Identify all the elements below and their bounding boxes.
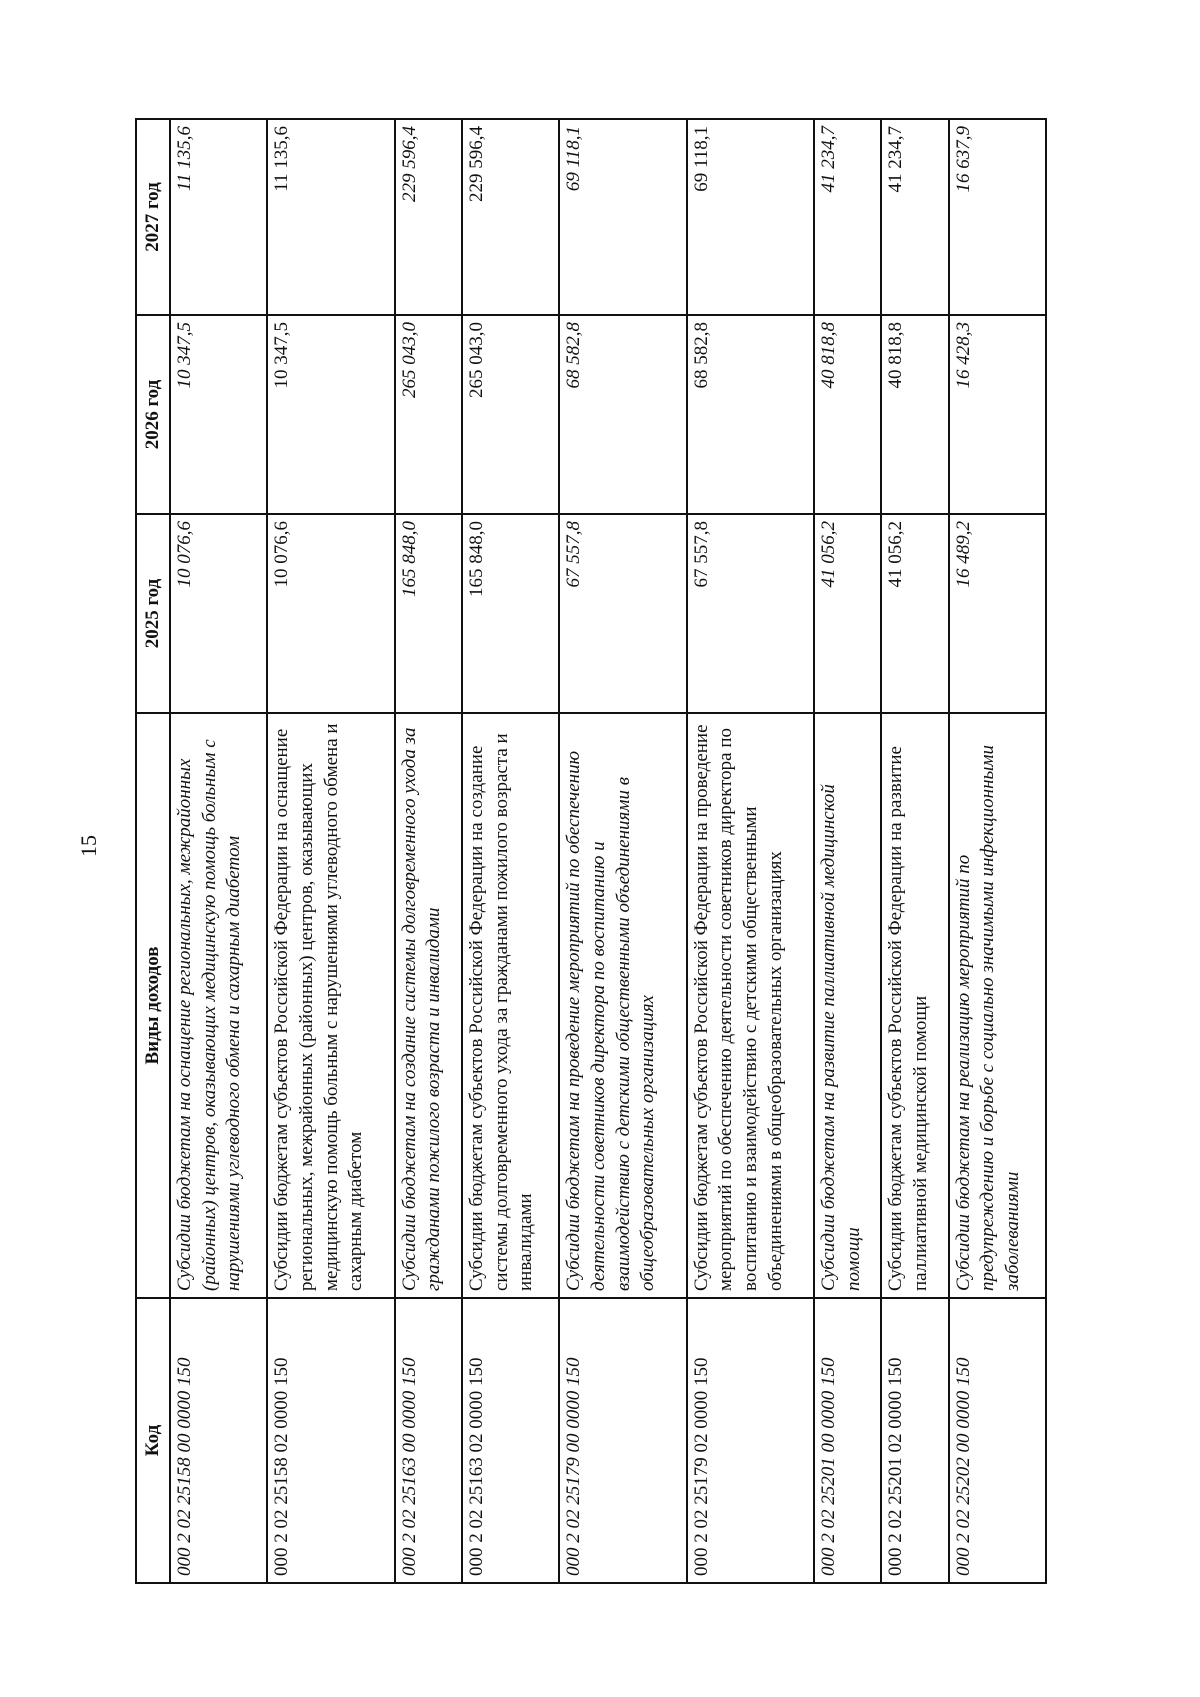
row-code: 000 2 02 25163 00 0000 150 [395, 1298, 462, 1583]
row-name: Субсидии бюджетам на развитие паллиативной медицинской помощи [814, 713, 881, 1298]
row-code: 000 2 02 25201 00 0000 150 [814, 1298, 881, 1583]
table-row [170, 119, 267, 1583]
row-code: 000 2 02 25201 02 0000 150 [881, 1298, 948, 1583]
row-value-2026: 40 818,8 [881, 315, 948, 514]
row-value-2025: 67 557,8 [559, 514, 686, 713]
row-value-2026: 16 428,3 [949, 315, 1046, 514]
header-revenue-type: Виды доходов [136, 713, 170, 1298]
row-code: 000 2 02 25179 02 0000 150 [687, 1298, 814, 1583]
row-value-2027: 229 596,4 [462, 119, 559, 315]
table-row [881, 119, 948, 1583]
row-code: 000 2 02 25158 00 0000 150 [170, 1298, 267, 1583]
table-row [395, 119, 462, 1583]
revenue-table [135, 118, 1047, 1584]
row-value-2026: 265 043,0 [395, 315, 462, 514]
row-value-2026: 265 043,0 [462, 315, 559, 514]
row-code: 000 2 02 25158 02 0000 150 [267, 1298, 394, 1583]
row-value-2025: 165 848,0 [462, 514, 559, 713]
header-2025: 2025 год [136, 514, 170, 713]
row-value-2025: 10 076,6 [170, 514, 267, 713]
row-name: Субсидии бюджетам субъектов Российской Федерации на проведение мероприятий по обеспечению деятельности советников директора по воспитанию и взаимодействию с детскими общественными объединениями в общеобразовательных организациях [687, 713, 814, 1298]
page-number: 15 [76, 835, 101, 857]
row-value-2027: 16 637,9 [949, 119, 1046, 315]
row-value-2025: 10 076,6 [267, 514, 394, 713]
row-name: Субсидии бюджетам на оснащение региональных, межрайонных (районных) центров, оказывающих медицинскую помощь больным с нарушениями углеводного обмена и сахарным диабетом [170, 713, 267, 1298]
row-name: Субсидии бюджетам субъектов Российской Федерации на оснащение региональных, межрайонных (районных) центров, оказывающих медицинскую помощь больным с нарушениями углеводного обмена и сахарным диабетом [267, 713, 394, 1298]
row-code: 000 2 02 25202 00 0000 150 [949, 1298, 1046, 1583]
table-row [687, 119, 814, 1583]
row-name: Субсидии бюджетам на реализацию мероприятий по предупреждению и борьбе с социально значимыми инфекционными заболеваниями [949, 713, 1046, 1298]
table-row [949, 119, 1046, 1583]
table-header-row [136, 119, 170, 1583]
row-name: Субсидии бюджетам на проведение мероприятий по обеспечению деятельности советников директора по воспитанию и взаимодействию с детскими общественными объединениями в общеобразовательных организациях [559, 713, 686, 1298]
table-row [814, 119, 881, 1583]
row-name: Субсидии бюджетам субъектов Российской Федерации на создание системы долговременного ухода за гражданами пожилого возраста и инвалидами [462, 713, 559, 1298]
row-value-2026: 40 818,8 [814, 315, 881, 514]
table-row [462, 119, 559, 1583]
row-value-2027: 11 135,6 [267, 119, 394, 315]
row-value-2025: 67 557,8 [687, 514, 814, 713]
row-value-2027: 11 135,6 [170, 119, 267, 315]
row-value-2025: 41 056,2 [881, 514, 948, 713]
row-value-2027: 41 234,7 [814, 119, 881, 315]
row-value-2027: 69 118,1 [687, 119, 814, 315]
table-row [559, 119, 686, 1583]
header-2027: 2027 год [136, 119, 170, 315]
row-value-2025: 41 056,2 [814, 514, 881, 713]
row-name: Субсидии бюджетам на создание системы долговременного ухода за гражданами пожилого возраста и инвалидами [395, 713, 462, 1298]
row-value-2026: 68 582,8 [687, 315, 814, 514]
row-value-2026: 68 582,8 [559, 315, 686, 514]
header-code: Код [136, 1298, 170, 1583]
row-value-2025: 165 848,0 [395, 514, 462, 713]
row-value-2027: 69 118,1 [559, 119, 686, 315]
table-row [267, 119, 394, 1583]
row-code: 000 2 02 25179 00 0000 150 [559, 1298, 686, 1583]
rotated-table-container [135, 120, 1047, 1584]
header-2026: 2026 год [136, 315, 170, 514]
row-value-2026: 10 347,5 [267, 315, 394, 514]
row-value-2026: 10 347,5 [170, 315, 267, 514]
row-value-2025: 16 489,2 [949, 514, 1046, 713]
row-value-2027: 41 234,7 [881, 119, 948, 315]
row-value-2027: 229 596,4 [395, 119, 462, 315]
row-name: Субсидии бюджетам субъектов Российской Федерации на развитие паллиативной медицинской помощи [881, 713, 948, 1298]
row-code: 000 2 02 25163 02 0000 150 [462, 1298, 559, 1583]
